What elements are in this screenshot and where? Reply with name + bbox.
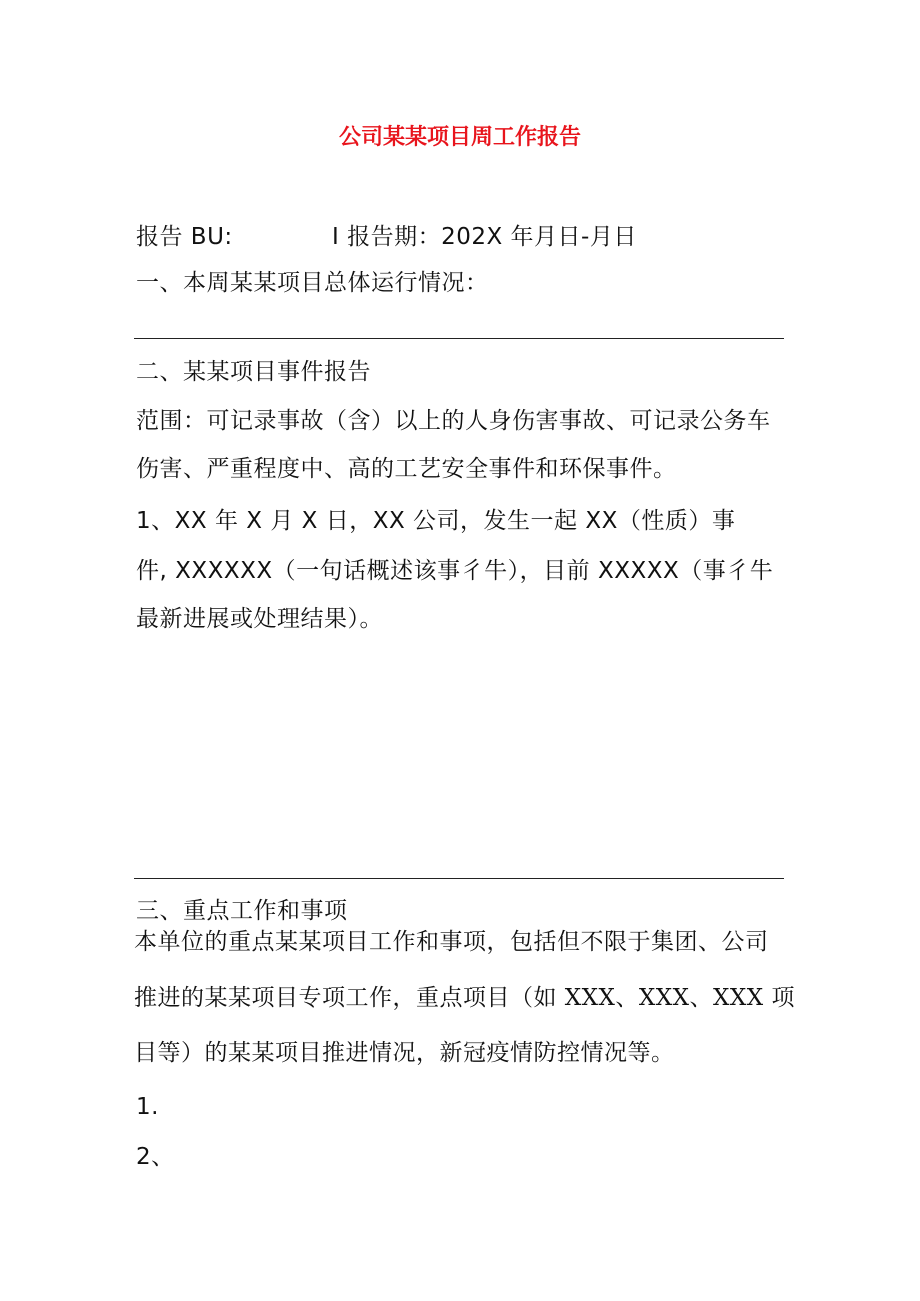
report-title: 公司某某项目周工作报告 xyxy=(338,125,581,150)
section3-heading: 三、重点工作和事项 xyxy=(136,898,348,924)
section3-desc-line2: 推进的某某项目专项工作，重点项目（如 XXX、XXX、XXX 项 xyxy=(134,985,795,1011)
section3-desc-line3: 目等）的某某项目推进情况，新冠疫情防控情况等。 xyxy=(134,1040,675,1066)
section1-divider xyxy=(134,338,784,339)
section2-item1-line1: 1、XX 年 X 月 X 日，XX 公司，发生一起 XX（性质）事 xyxy=(136,508,736,534)
section2-scope-line1: 范围：可记录事故（含）以上的人身伤害事故、可记录公务车 xyxy=(136,408,771,434)
report-period-label: I 报告期：202X 年月日-月日 xyxy=(332,224,637,250)
section2-divider xyxy=(134,878,784,879)
section2-item1-line3: 最新进展或处理结果）。 xyxy=(136,606,383,632)
section2-item1-line2: 件, XXXXXX（一句话概述该事彳牛），目前 XXXXX（事彳牛 xyxy=(136,558,774,584)
section3-list-item-1: 1. xyxy=(136,1094,159,1120)
section2-scope-line2: 伤害、严重程度中、高的工艺安全事件和环保事件。 xyxy=(136,456,677,482)
section2-heading: 二、某某项目事件报告 xyxy=(136,359,371,385)
section3-list-item-2: 2、 xyxy=(136,1144,175,1170)
section1-heading: 一、本周某某项目总体运行情况： xyxy=(136,270,489,296)
section3-desc-line1: 本单位的重点某某项目工作和事项，包括但不限于集团、公司 xyxy=(134,929,769,955)
report-bu-label: 报告 BU: xyxy=(136,224,233,250)
